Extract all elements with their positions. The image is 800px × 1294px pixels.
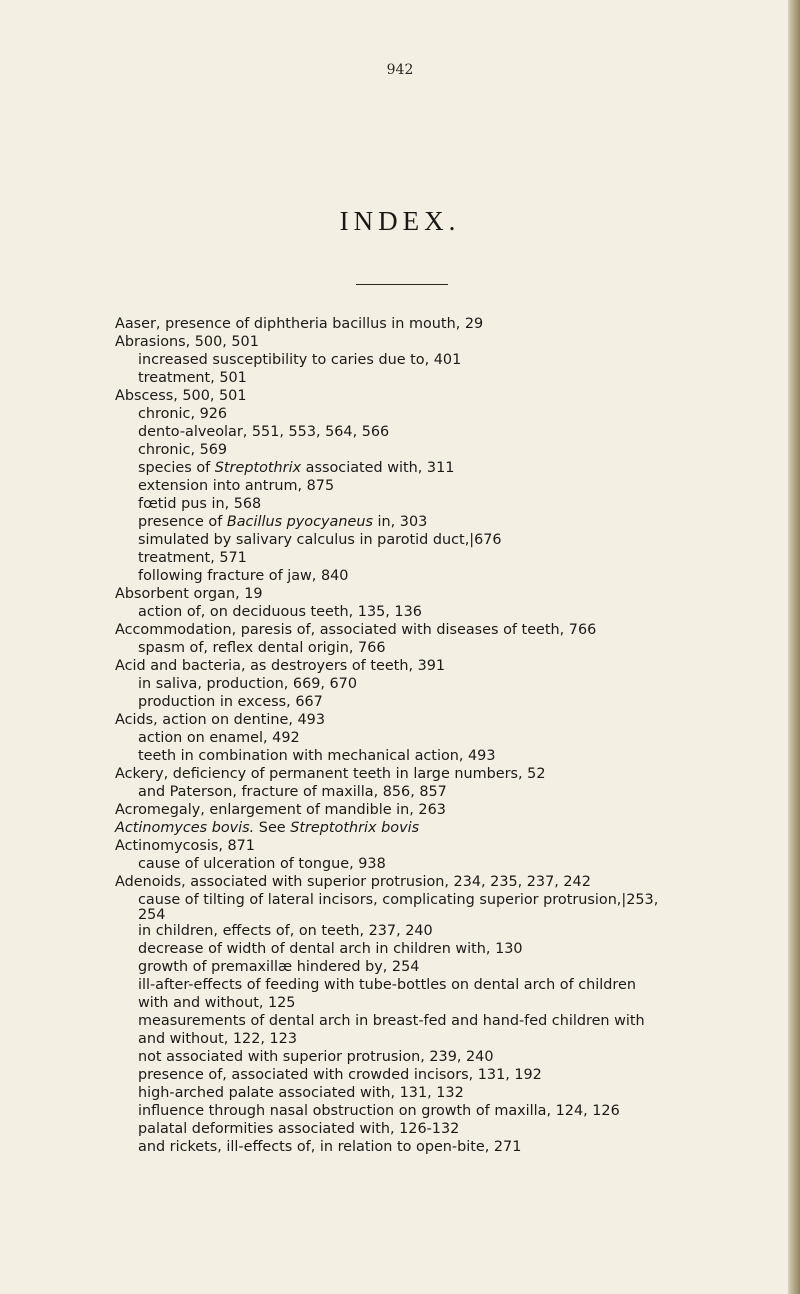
index-subentry: presence of, associated with crowded incisors, 131, 192	[138, 1067, 542, 1083]
index-entries	[115, 315, 785, 1156]
index-subentry: growth of premaxillæ hindered by, 254	[138, 959, 420, 975]
index-subentry: chronic, 569	[138, 442, 228, 458]
page-number: 942	[386, 62, 414, 78]
index-subentry: spasm of, reflex dental origin, 766	[138, 640, 386, 656]
index-subentry: influence through nasal obstruction on growth of maxilla, 124, 126	[138, 1103, 620, 1119]
index-subentry: and Paterson, fracture of maxilla, 856, 857	[138, 784, 447, 800]
index-subentry: palatal deformities associated with, 126-132	[138, 1121, 460, 1137]
index-subentry: chronic, 926	[138, 406, 228, 422]
index-subentry: increased susceptibility to caries due to, 401	[138, 352, 462, 368]
index-subentry	[115, 459, 785, 477]
index-subentry: in saliva, production, 669, 670	[138, 676, 357, 692]
index-entry: Ackery, deficiency of permanent teeth in large numbers, 52	[115, 766, 546, 782]
index-subentry: in children, effects of, on teeth, 237, 240	[138, 923, 433, 939]
index-subentry: dento-alveolar, 551, 553, 564, 566	[138, 424, 390, 440]
index-entry: Abrasions, 500, 501	[115, 334, 259, 350]
index-subentry: cause of tilting of lateral incisors, complicating superior protrusion,|253,	[138, 892, 659, 908]
index-entry: Adenoids, associated with superior protrusion, 234, 235, 237, 242	[115, 874, 591, 890]
index-subentry: following fracture of jaw, 840	[138, 568, 349, 584]
entry-italic-term: Streptothrix bovis	[290, 820, 420, 836]
index-entry: Abscess, 500, 501	[115, 388, 247, 404]
index-subentry: production in excess, 667	[138, 694, 323, 710]
index-entry: Acids, action on dentine, 493	[115, 712, 325, 728]
index-entry: Accommodation, paresis of, associated with diseases of teeth, 766	[115, 622, 597, 638]
index-entry	[115, 819, 785, 837]
page-edge	[788, 0, 800, 1294]
index-entry: Acromegaly, enlargement of mandible in, 263	[115, 802, 446, 818]
index-subentry: high-arched palate associated with, 131, 132	[138, 1085, 464, 1101]
entry-italic-term: Bacillus pyocyaneus	[226, 514, 373, 530]
index-subentry: action of, on deciduous teeth, 135, 136	[138, 604, 422, 620]
entry-text: species of	[138, 460, 215, 476]
index-subentry: simulated by salivary calculus in parotid duct,|676	[138, 532, 502, 548]
index-entry: Acid and bacteria, as destroyers of teeth, 391	[115, 658, 446, 674]
index-subentry: 254	[138, 907, 166, 923]
index-entry: Absorbent organ, 19	[115, 586, 263, 602]
index-subentry: decrease of width of dental arch in children with, 130	[138, 941, 523, 957]
entry-italic-term: Actinomyces bovis.	[115, 820, 255, 836]
index-subentry	[115, 513, 785, 531]
entry-italic-term: Streptothrix	[214, 460, 302, 476]
title-divider	[356, 284, 448, 285]
index-subentry: treatment, 571	[138, 550, 247, 566]
entry-text: presence of	[138, 514, 227, 530]
index-entry: Actinomycosis, 871	[115, 838, 255, 854]
index-subentry: ill-after-effects of feeding with tube-bottles on dental arch of children	[138, 977, 636, 993]
index-subentry: with and without, 125	[138, 995, 296, 1011]
index-subentry: and rickets, ill-effects of, in relation to open-bite, 271	[138, 1139, 522, 1155]
index-subentry: fœtid pus in, 568	[138, 496, 262, 512]
index-subentry: not associated with superior protrusion, 239, 240	[138, 1049, 494, 1065]
index-subentry: teeth in combination with mechanical action, 493	[138, 748, 496, 764]
entry-text: See	[254, 820, 291, 836]
page-title: INDEX.	[339, 206, 461, 236]
entry-text: in, 303	[372, 514, 428, 530]
index-subentry: measurements of dental arch in breast-fed and hand-fed children with	[138, 1013, 645, 1029]
index-subentry: extension into antrum, 875	[138, 478, 335, 494]
index-subentry: action on enamel, 492	[138, 730, 300, 746]
index-subentry: cause of ulceration of tongue, 938	[138, 856, 386, 872]
entry-text: associated with, 311	[301, 460, 455, 476]
index-subentry: treatment, 501	[138, 370, 247, 386]
index-entry: Aaser, presence of diphtheria bacillus in mouth, 29	[115, 316, 484, 332]
index-subentry: and without, 122, 123	[138, 1031, 297, 1047]
